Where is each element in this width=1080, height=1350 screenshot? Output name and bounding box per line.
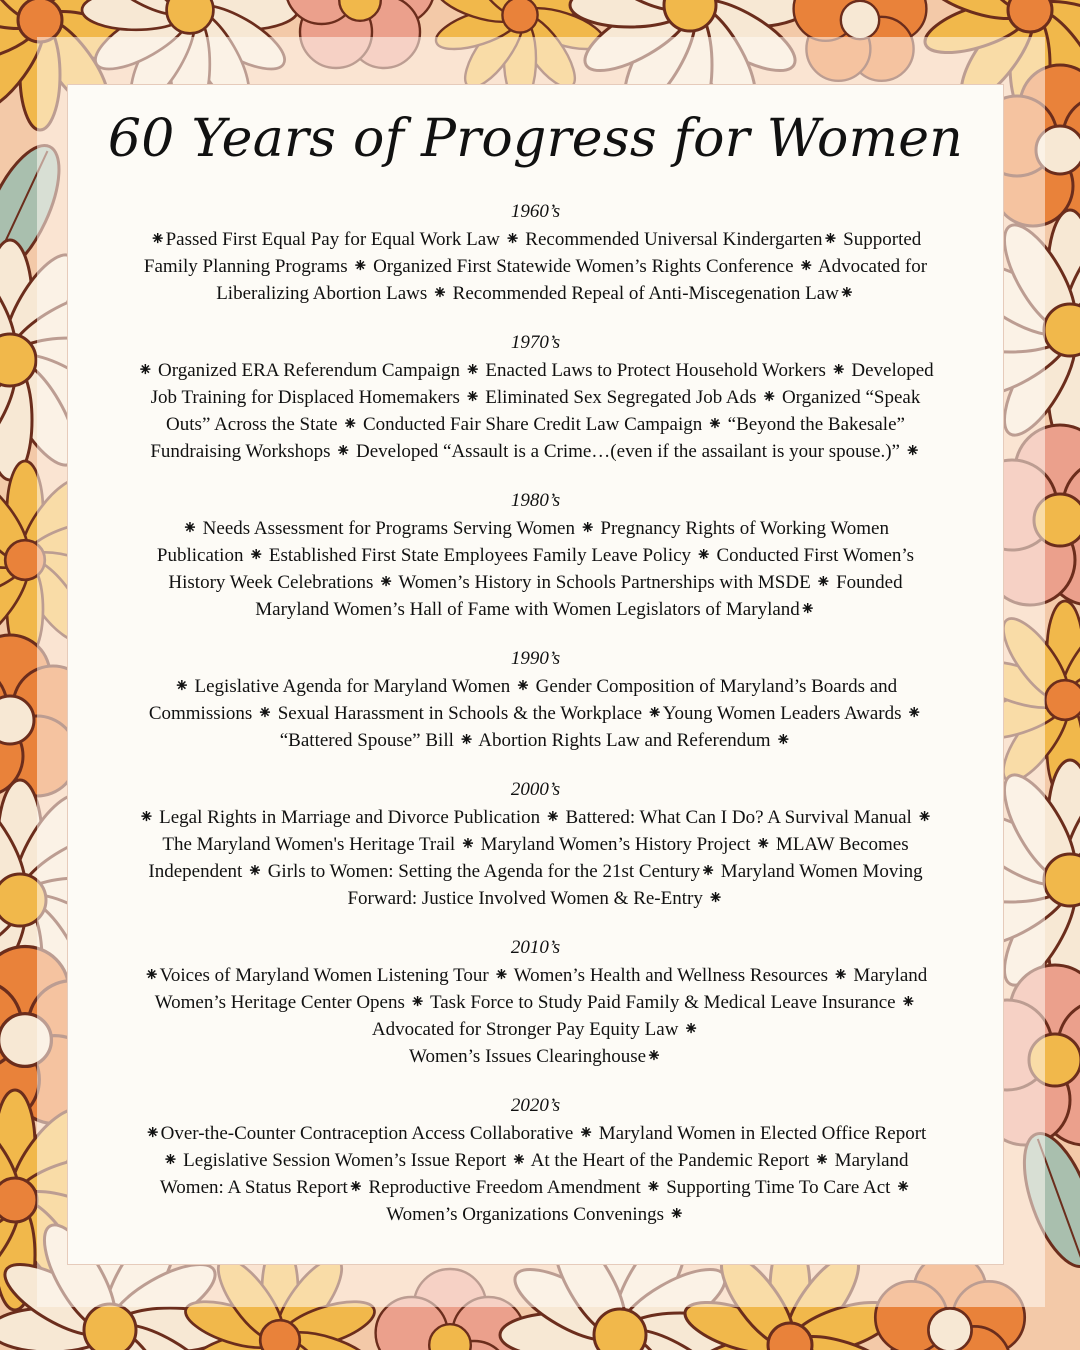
decade-section [104, 647, 967, 754]
decade-text [104, 804, 967, 912]
decade-text [104, 673, 967, 754]
decade-line: Women’s Issues Clearinghouse⁕ [409, 1046, 662, 1067]
decade-text [104, 962, 967, 1070]
decade-text [104, 515, 967, 623]
decade-section [104, 936, 967, 1070]
decade-line: Job Training for Displaced Homemakers ⁕ Eliminated Sex Segregated Job Ads ⁕ Organized “Speak [150, 387, 921, 408]
decade-line: Liberalizing Abortion Laws ⁕ Recommended Repeal of Anti-Miscegenation Law⁕ [216, 283, 855, 304]
decade-line: Maryland Women’s Hall of Fame with Women Legislators of Maryland⁕ [255, 599, 816, 620]
decade-line: Outs” Across the State ⁕ Conducted Fair Share Credit Law Campaign ⁕ “Beyond the Bakesale” [166, 414, 905, 435]
decade-label: 1990’s [510, 648, 561, 669]
decade-label: 1980’s [510, 490, 561, 511]
decade-line: ⁕Over-the-Counter Contraception Access Collaborative ⁕ Maryland Women in Elected Office Report [144, 1123, 927, 1144]
decade-section [104, 1094, 967, 1228]
decade-line: Women’s Heritage Center Opens ⁕ Task Force to Study Paid Family & Medical Leave Insurance ⁕ [154, 992, 917, 1013]
decade-line: ⁕ Legislative Session Women’s Issue Report ⁕ At the Heart of the Pandemic Report ⁕ Maryland [162, 1150, 909, 1171]
decade-line: Publication ⁕ Established First State Employees Family Leave Policy ⁕ Conducted First Women’s [156, 545, 915, 566]
decade-line: Women: A Status Report⁕ Reproductive Freedom Amendment ⁕ Supporting Time To Care Act ⁕ [159, 1177, 912, 1198]
decade-line: Forward: Justice Involved Women & Re-Entry ⁕ [347, 888, 724, 909]
decade-line: Commissions ⁕ Sexual Harassment in Schools & the Workplace ⁕Young Women Leaders Awards ⁕ [148, 703, 923, 724]
decade-line: ⁕ Needs Assessment for Programs Serving Women ⁕ Pregnancy Rights of Working Women [182, 518, 889, 539]
decade-line: Fundraising Workshops ⁕ Developed “Assault is a Crime…(even if the assailant is your spouse.)” ⁕ [150, 441, 921, 462]
decade-line: ⁕Voices of Maryland Women Listening Tour ⁕ Women’s Health and Wellness Resources ⁕ Maryland [143, 965, 928, 986]
decade-line: History Week Celebrations ⁕ Women’s History in Schools Partnerships with MSDE ⁕ Founded [168, 572, 903, 593]
decade-line: ⁕Passed First Equal Pay for Equal Work Law ⁕ Recommended Universal Kindergarten⁕ Supported [149, 229, 922, 250]
decade-text [104, 1120, 967, 1228]
decade-label: 1970’s [510, 332, 561, 353]
decade-line: “Battered Spouse” Bill ⁕ Abortion Rights Law and Referendum ⁕ [279, 730, 792, 751]
decade-label: 2020’s [510, 1095, 561, 1116]
decades-list [104, 200, 967, 1252]
decade-section [104, 331, 967, 465]
decade-line: Independent ⁕ Girls to Women: Setting the Agenda for the 21st Century⁕ Maryland Women Moving [148, 861, 923, 882]
decade-line: The Maryland Women's Heritage Trail ⁕ Maryland Women’s History Project ⁕ MLAW Becomes [162, 834, 909, 855]
decade-line: Family Planning Programs ⁕ Organized First Statewide Women’s Rights Conference ⁕ Advocated for [143, 256, 928, 277]
decade-text [104, 357, 967, 465]
decade-line: ⁕ Legislative Agenda for Maryland Women ⁕ Gender Composition of Maryland’s Boards and [173, 676, 898, 697]
decade-line: ⁕ Organized ERA Referendum Campaign ⁕ Enacted Laws to Protect Household Workers ⁕ Developed [137, 360, 934, 381]
decade-line: ⁕ Legal Rights in Marriage and Divorce Publication ⁕ Battered: What Can I Do? A Survival Manual ⁕ [138, 807, 933, 828]
decade-line: Women’s Organizations Convenings ⁕ [386, 1204, 685, 1225]
decade-section [104, 200, 967, 307]
decade-text [104, 226, 967, 307]
decade-section [104, 778, 967, 912]
decade-section [104, 489, 967, 623]
content-card [67, 84, 1004, 1265]
decade-label: 2000’s [510, 779, 561, 800]
decade-line: Advocated for Stronger Pay Equity Law ⁕ [371, 1019, 700, 1040]
page-title: 60 Years of Progress for Women [107, 109, 964, 169]
decade-label: 2010’s [510, 937, 561, 958]
decade-label: 1960’s [510, 201, 561, 222]
